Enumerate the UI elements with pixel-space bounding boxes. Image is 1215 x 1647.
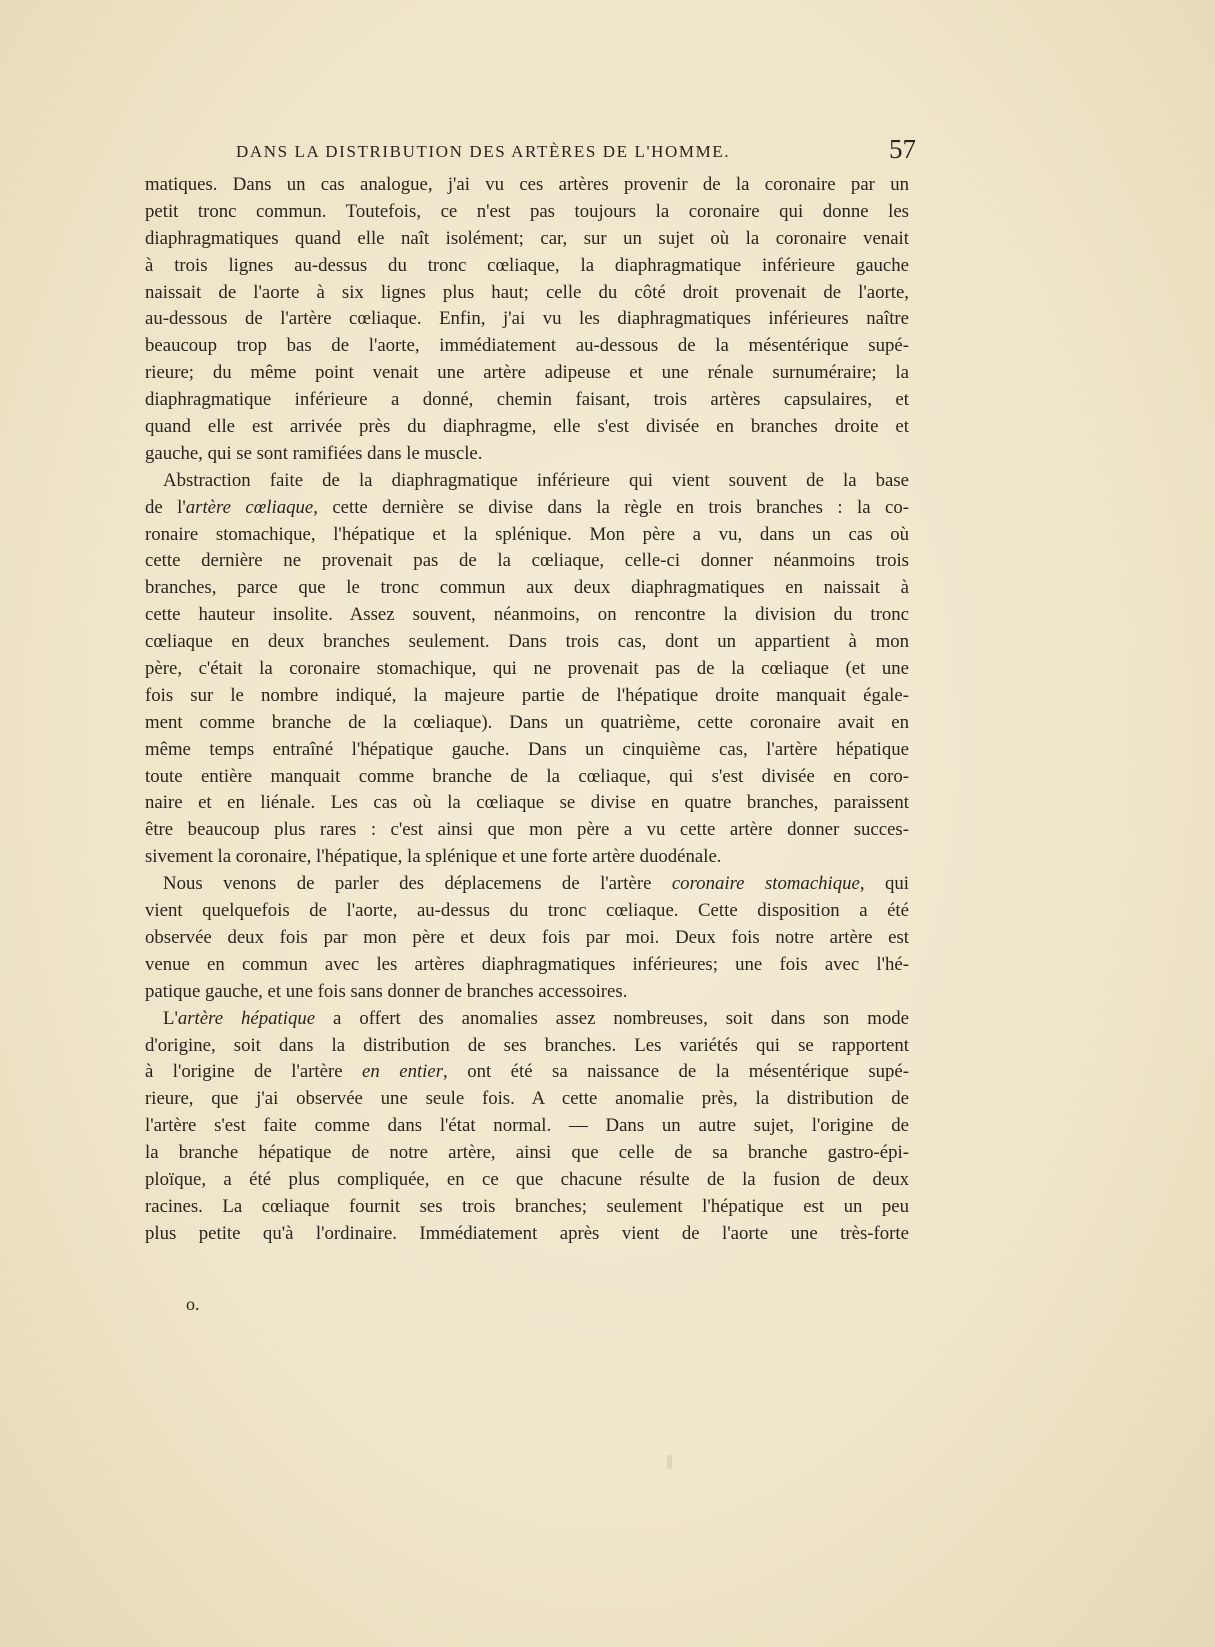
text-line: ronaire stomachique, l'hépatique et la splénique. Mon père a vu, dans un cas où xyxy=(145,523,909,545)
running-title: DANS LA DISTRIBUTION DES ARTÈRES DE L'HOMME. xyxy=(236,142,731,161)
text-line: quand elle est arrivée près du diaphragme, elle s'est divisée en branches droite et xyxy=(145,416,909,438)
text-line: observée deux fois par mon père et deux fois par moi. Deux fois notre artère est xyxy=(145,926,909,948)
text-line: au-dessous de l'artère cœliaque. Enfin, j'ai vu les diaphragmatiques inférieures naître xyxy=(145,308,909,330)
running-header xyxy=(236,134,916,166)
text-line: racines. La cœliaque fournit ses trois branches; seulement l'hépatique est un peu xyxy=(145,1195,909,1217)
text-line: à l'origine de l'artère en entier, ont été sa naissance de la mésentérique supé- xyxy=(145,1061,910,1083)
text-line: naire et en liénale. Les cas où la cœliaque se divise en quatre branches, paraissent xyxy=(145,792,909,814)
text-line: Nous venons de parler des déplacemens de l'artère coronaire stomachique, qui xyxy=(163,873,909,895)
text-line: être beaucoup plus rares : c'est ainsi que mon père a vu cette artère donner succes- xyxy=(145,819,909,841)
text-line: plus petite qu'à l'ordinaire. Immédiatement après vient de l'aorte une très-forte xyxy=(145,1222,909,1244)
text-line: matiques. Dans un cas analogue, j'ai vu ces artères provenir de la coronaire par un xyxy=(145,174,909,195)
text-line: de l'artère cœliaque, cette dernière se divise dans la règle en trois branches : la co- xyxy=(145,496,909,518)
text-line: fois sur le nombre indiqué, la majeure partie de l'hépatique droite manquait égale- xyxy=(145,684,909,706)
text-line: petit tronc commun. Toutefois, ce n'est pas toujours la coronaire qui donne les xyxy=(145,200,909,222)
text-line: d'origine, soit dans la distribution de ses branches. Les variétés qui se rapportent xyxy=(145,1034,909,1056)
text-line: diaphragmatiques quand elle naît isolément; car, sur un sujet où la coronaire venait xyxy=(145,227,909,249)
text-line: la branche hépatique de notre artère, ainsi que celle de sa branche gastro-épi- xyxy=(145,1142,909,1164)
text-line: gauche, qui se sont ramifiées dans le muscle. xyxy=(145,442,483,464)
text-line: père, c'était la coronaire stomachique, qui ne provenait pas de la cœliaque (et une xyxy=(145,658,909,680)
body-text xyxy=(145,172,909,1248)
text-line: beaucoup trop bas de l'aorte, immédiatement au-dessous de la mésentérique supé- xyxy=(145,335,909,357)
text-line: branches, parce que le tronc commun aux deux diaphragmatiques en naissait à xyxy=(145,577,909,599)
text-line: cette hauteur insolite. Assez souvent, néanmoins, on rencontre la division du tronc xyxy=(145,604,909,626)
text-line: toute entière manquait comme branche de la cœliaque, qui s'est divisée en coro- xyxy=(145,765,909,787)
signature-mark: o. xyxy=(186,1294,200,1314)
text-line: rieure; du même point venait une artère adipeuse et une rénale surnuméraire; la xyxy=(145,362,909,384)
page-number: 57 xyxy=(889,134,916,164)
text-line: L'artère hépatique a offert des anomalies assez nombreuses, soit dans son mode xyxy=(163,1007,909,1029)
text-line: cette dernière ne provenait pas de la cœliaque, celle-ci donner néanmoins trois xyxy=(145,550,909,572)
text-line: diaphragmatique inférieure a donné, chemin faisant, trois artères capsulaires, et xyxy=(145,389,909,411)
text-line: Abstraction faite de la diaphragmatique inférieure qui vient souvent de la base xyxy=(163,469,909,491)
paper-blemish xyxy=(667,1455,672,1469)
text-line: venue en commun avec les artères diaphragmatiques inférieures; une fois avec l'hé- xyxy=(145,953,909,975)
text-line: l'artère s'est faite comme dans l'état normal. — Dans un autre sujet, l'origine de xyxy=(145,1115,909,1137)
text-line: cœliaque en deux branches seulement. Dans trois cas, dont un appartient à mon xyxy=(145,631,909,653)
text-line: patique gauche, et une fois sans donner de branches accessoires. xyxy=(145,980,628,1002)
text-line: ment comme branche de la cœliaque). Dans un quatrième, cette coronaire avait en xyxy=(145,711,909,733)
text-line: même temps entraîné l'hépatique gauche. Dans un cinquième cas, l'artère hépatique xyxy=(145,738,909,760)
text-line: ploïque, a été plus compliquée, en ce que chacune résulte de la fusion de deux xyxy=(145,1168,909,1190)
text-line: sivement la coronaire, l'hépatique, la splénique et une forte artère duodénale. xyxy=(145,846,722,868)
text-line: naissait de l'aorte à six lignes plus haut; celle du côté droit provenait de l'aorte, xyxy=(145,281,909,303)
text-line: à trois lignes au-dessus du tronc cœliaque, la diaphragmatique inférieure gauche xyxy=(145,254,909,276)
text-line: rieure, que j'ai observée une seule fois. A cette anomalie près, la distribution de xyxy=(145,1088,909,1110)
text-line: vient quelquefois de l'aorte, au-dessus du tronc cœliaque. Cette disposition a été xyxy=(145,900,909,922)
